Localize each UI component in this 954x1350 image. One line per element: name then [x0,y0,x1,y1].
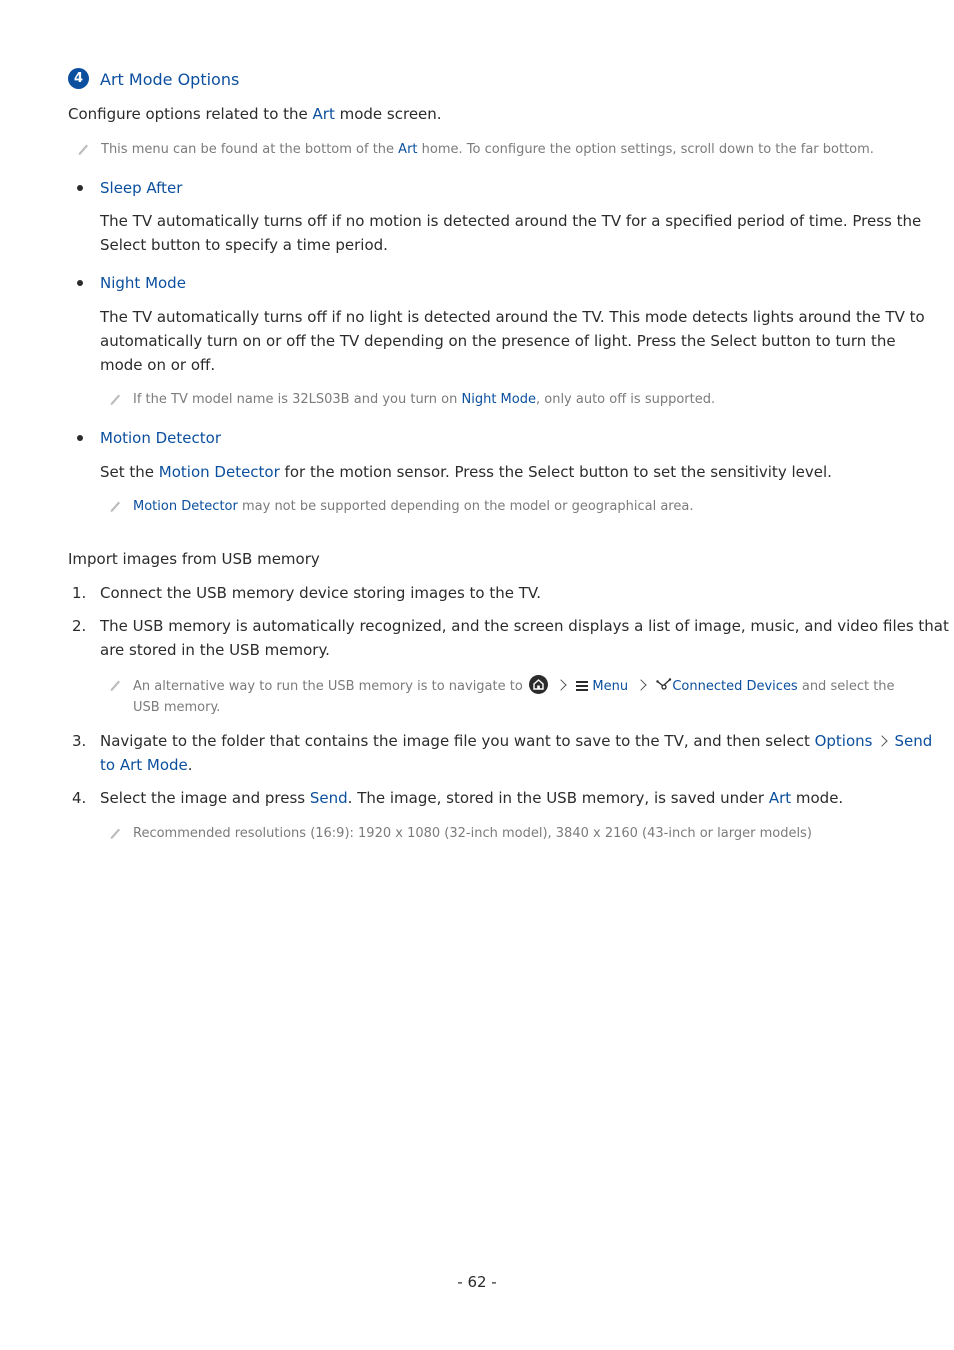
bullet-dot [77,185,83,191]
step-number: 3. [72,732,87,750]
chevron-right-icon [555,679,566,690]
note-night-mode: If the TV model name is 32LS03B and you turn on Night Mode, only auto off is supported. [133,392,716,407]
note-usb-navigate-line2: USB memory. [133,700,221,715]
bullet-body-line: The TV automatically turns off if no motion is detected around the TV for a specified period of time. Press the [100,212,922,230]
chevron-right-icon [636,679,647,690]
step-text: Navigate to the folder that contains the image file you want to save to the TV, and then select Options Send [100,732,933,750]
bullet-title-motion-detector: Motion Detector [100,429,221,447]
step-number: 2. [72,617,87,635]
bullet-dot [77,280,83,286]
pencil-note-icon [108,499,122,513]
note-motion-detector: Motion Detector may not be supported depending on the model or geographical area. [133,499,694,514]
bullet-body-line: Select button to specify a time period. [100,236,388,254]
home-icon [529,675,548,694]
step-text: to Art Mode. [100,756,193,774]
menu-icon [576,680,588,690]
note-art-home: This menu can be found at the bottom of the Art home. To configure the option settings, scroll down to the far bottom. [101,142,874,157]
page-number: - 62 - [457,1273,497,1291]
pencil-note-icon [76,142,90,156]
import-heading: Import images from USB memory [68,550,320,568]
bullet-title-sleep-after: Sleep After [100,179,183,197]
connected-devices-icon [656,678,672,691]
step-text: The USB memory is automatically recognized, and the screen displays a list of image, music, and video files that [100,617,949,635]
bullet-dot [77,435,83,441]
section-title: Art Mode Options [100,70,240,89]
bullet-title-night-mode: Night Mode [100,274,186,292]
step-text: Connect the USB memory device storing images to the TV. [100,584,541,602]
bullet-body-line: mode on or off. [100,356,216,374]
chevron-right-icon [877,735,888,746]
bullet-body-line: automatically turn on or off the TV depending on the presence of light. Press the Select button to turn the [100,332,896,350]
step-text: Select the image and press Send. The image, stored in the USB memory, is saved under Art mode. [100,789,844,807]
step-number: 4. [72,789,87,807]
note-resolutions: Recommended resolutions (16:9): 1920 x 1080 (32-inch model), 3840 x 2160 (43-inch or larger models) [133,826,812,841]
bullet-body-line: The TV automatically turns off if no light is detected around the TV. This mode detects lights around the TV to [100,308,925,326]
step-number: 1. [72,584,87,602]
section-number: 4 [73,71,84,86]
note-usb-navigate: An alternative way to run the USB memory is to navigate to Menu Connected Devices and select the [133,675,895,698]
pencil-note-icon [108,392,122,406]
section-intro: Configure options related to the Art mode screen. [68,105,442,123]
section-number-badge [68,68,89,89]
pencil-note-icon [108,826,122,840]
bullet-body-line: Set the Motion Detector for the motion sensor. Press the Select button to set the sensitivity level. [100,463,832,481]
step-text: are stored in the USB memory. [100,641,330,659]
pencil-note-icon [108,678,122,692]
